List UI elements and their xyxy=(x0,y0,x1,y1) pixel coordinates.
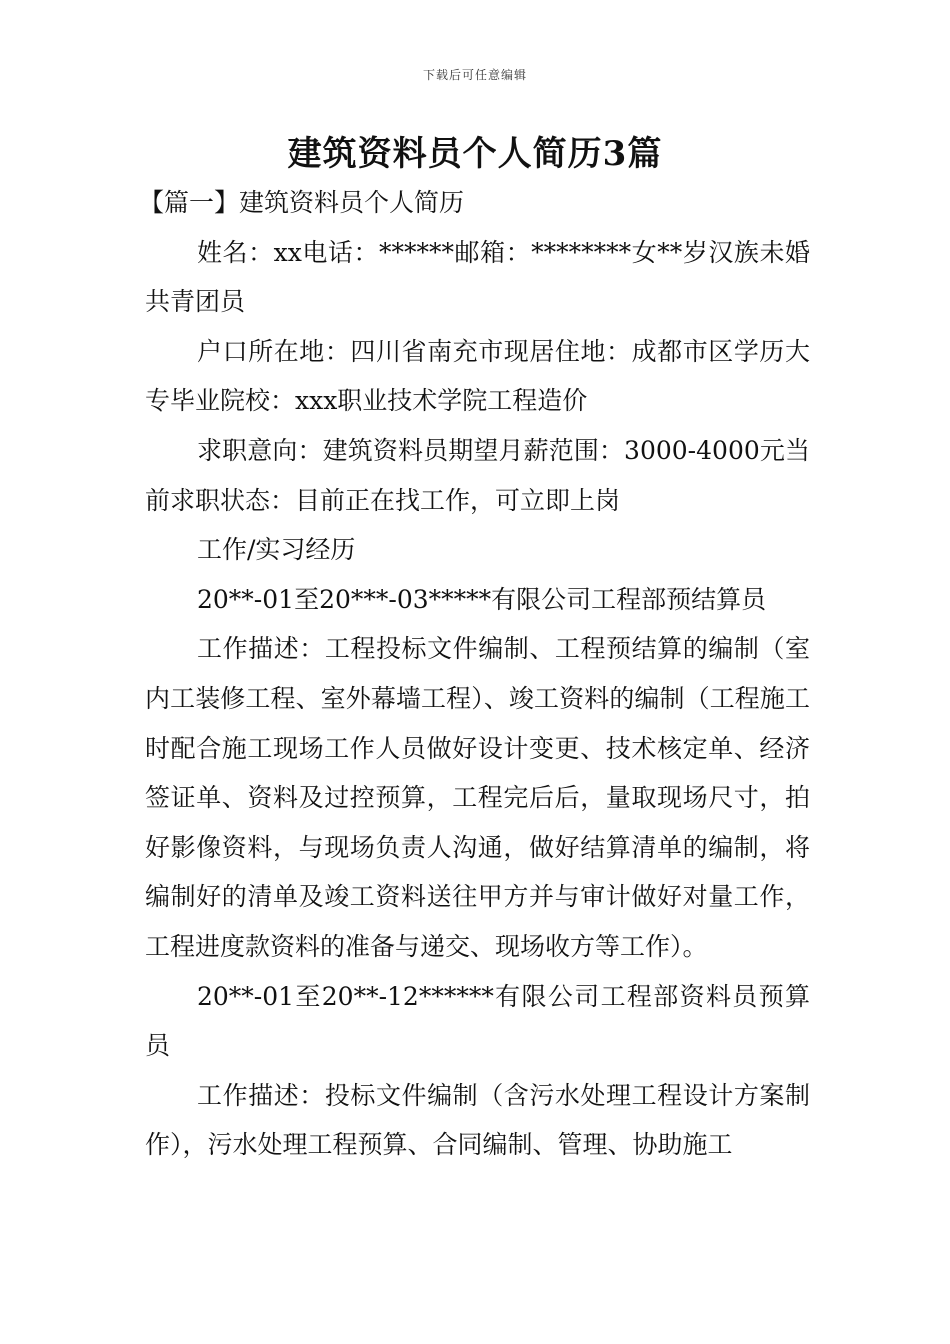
personal-info-paragraph: 姓名：xx电话：******邮箱：********女**岁汉族未婚共青团员 xyxy=(145,237,810,317)
experience-heading: 工作/实习经历 xyxy=(197,535,356,565)
residence-education-paragraph: 户口所在地：四川省南充市现居住地：成都市区学历大专毕业院校：xxx职业技术学院工程造价 xyxy=(145,336,810,416)
job-intention-paragraph: 求职意向：建筑资料员期望月薪范围：3000-4000元当前求职状态：目前正在找工作，可立即上岗 xyxy=(145,435,810,515)
section-heading: 【篇一】建筑资料员个人简历 xyxy=(139,188,465,217)
job-entry-description: 工作描述：投标文件编制（含污水处理工程设计方案制作），污水处理工程预算、合同编制、管理、协助施工 xyxy=(145,1080,810,1160)
document-title: 建筑资料员个人简历3篇 xyxy=(287,134,663,174)
job-entry-title: 20**-01至20**-12******有限公司工程部资料员预算员 xyxy=(145,981,810,1061)
job-entry-description: 工作描述：工程投标文件编制、工程预结算的编制（室内工装修工程、室外幕墙工程）、竣工资料的编制（工程施工时配合施工现场工作人员做好设计变更、技术核定单、经济签证单、资料及过控预算，工程完后后，量取现场尺寸，拍好影像资料，与现场负责人沟通，做好结算清单的编制，将编制好的清单及竣工资料送往甲方并与审计做好对量工作，工程进度款资料的准备与递交、现场收方等工作）。 xyxy=(145,634,810,961)
header-note: 下载后可任意编辑 xyxy=(422,68,527,82)
job-entry-title: 20**-01至20***-03*****有限公司工程部预结算员 xyxy=(197,584,767,614)
document-body xyxy=(139,178,810,1170)
